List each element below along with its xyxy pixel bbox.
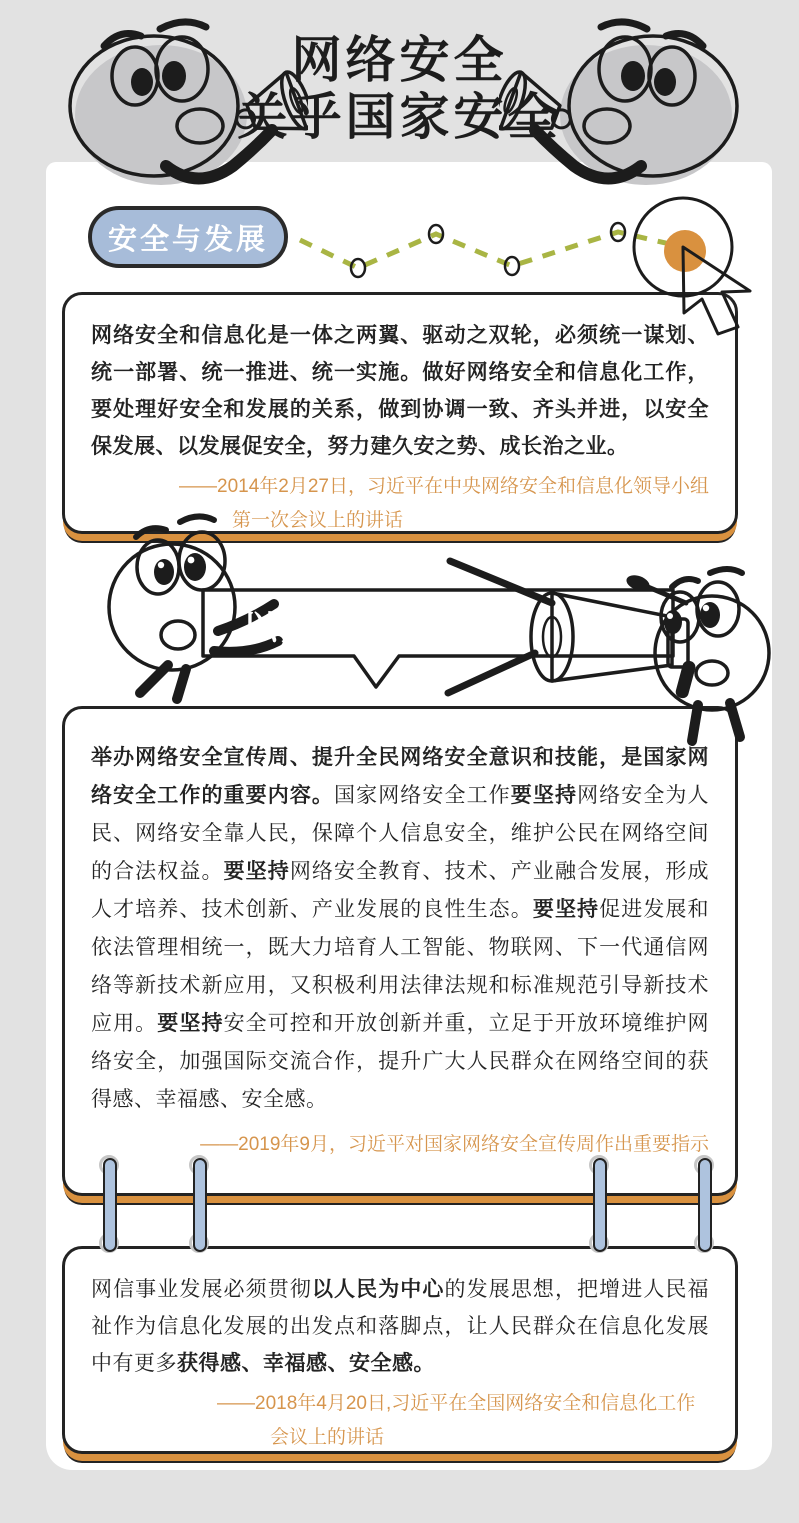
quote-text: 网信事业发展必须贯彻以人民为中心的发展思想，把增进人民福祉作为信息化发展的出发点和落脚点，让人民群众在信息化发展中有更多获得感、幸福感、安全感。 — [91, 1278, 710, 1375]
trend-dash-target-icon — [288, 192, 770, 370]
quote-attribution: ——2018年4月20日,习近平在全国网络安全和信息化工作会议上的讲话 — [217, 1393, 696, 1448]
section-badge-security-development — [88, 206, 288, 268]
page-title — [0, 32, 799, 146]
quote-box-cyberspace-development — [62, 1246, 738, 1454]
quote-text: 网络安全和信息化是一体之两翼、驱动之双轮，必须统一谋划、统一部署、统一推进、统一实施。做好网络安全和信息化工作，要处理好安全和发展的关系，做到协调一致、齐头并进，以安全保发展、以发展促安全，努力建久安之势、成长治之业。 — [91, 324, 709, 458]
binder-ring — [698, 1158, 712, 1252]
badge-label: 安全与发展 — [107, 223, 268, 256]
dashed-path — [300, 232, 683, 268]
quote-attribution: ——2019年9月，习近平对国家网络安全宣传周作出重要指示 — [200, 1134, 709, 1155]
banner-label: 以人民为中心 — [243, 609, 471, 647]
binder-ring — [103, 1158, 117, 1252]
binder-ring — [193, 1158, 207, 1252]
target-center — [664, 230, 706, 272]
binder-ring — [593, 1158, 607, 1252]
quote-box-people-centered — [62, 706, 738, 1196]
quote-text: 举办网络安全宣传周、提升全民网络安全意识和技能，是国家网络安全工作的重要内容。国家网络安全工作要坚持网络安全为人民、网络安全靠人民，保障个人信息安全，维护公民在网络空间的合法权益。要坚持网络安全教育、技术、产业融合发展，形成人才培养、技术创新、产业发展的良性生态。要坚持促进发展和依法管理相统一，既大力培育人工智能、物联网、下一代通信网络等新技术新应用，又积极利用法律法规和标准规范引导新技术应用。要坚持安全可控和开放创新并重，立足于开放环境维护网络安全，加强国际交流合作，提升广大人民群众在网络空间的获得感、幸福感、安全感。 — [91, 746, 710, 1111]
title-line-2: 关乎国家安全 — [237, 89, 562, 145]
blob-character-megaphone-icon — [440, 545, 790, 750]
title-line-1: 网络安全 — [291, 32, 508, 88]
quote-attribution: ——2014年2月27日，习近平在中央网络安全和信息化领导小组第一次会议上的讲话 — [179, 476, 709, 531]
